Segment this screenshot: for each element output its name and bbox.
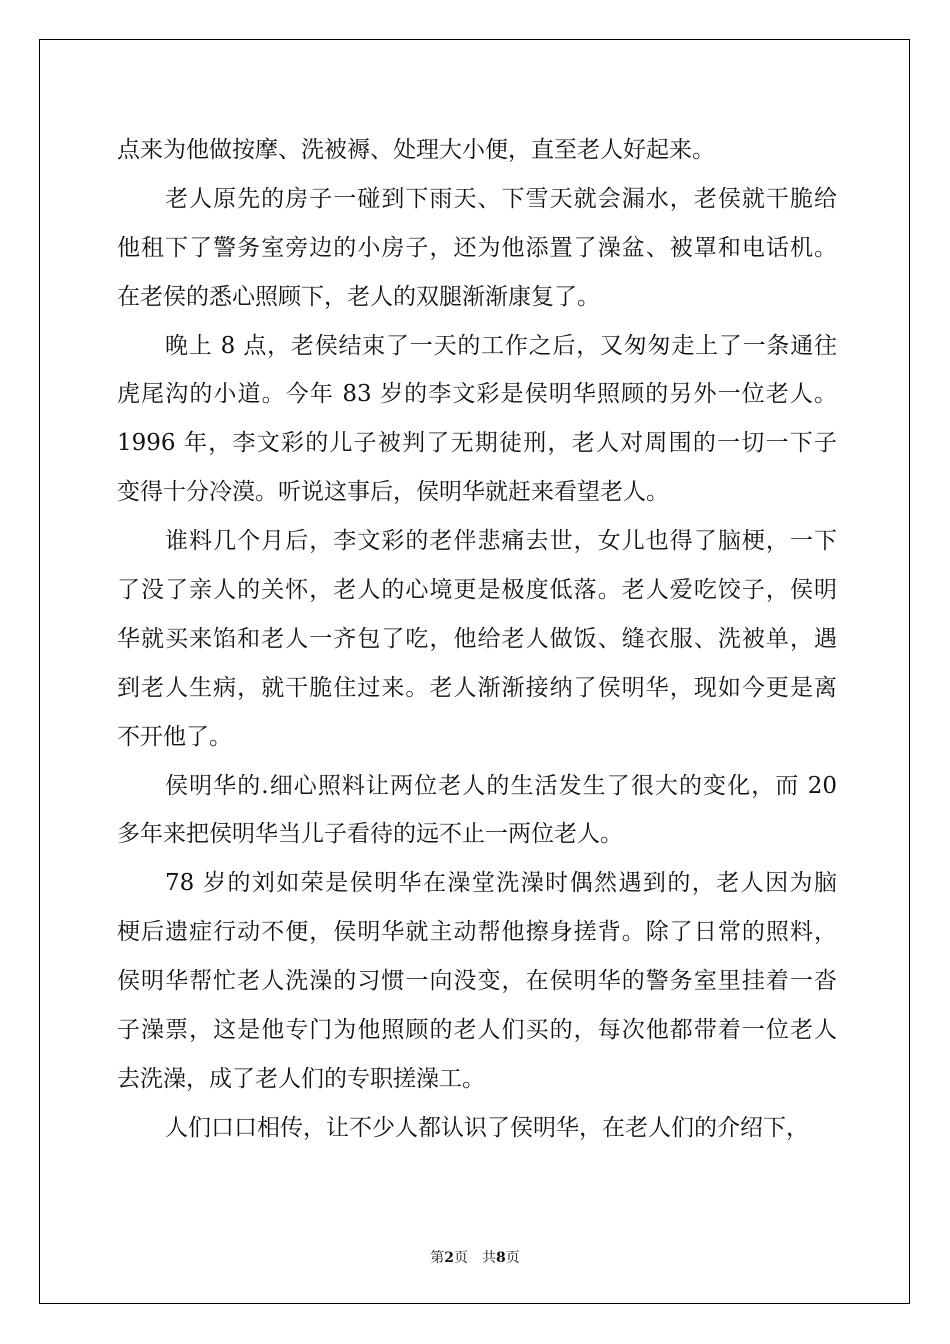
text-line: 梗后遗症行动不便，侯明华就主动帮他擦身搓背。除了日常的照料， <box>117 919 837 946</box>
paragraph <box>117 175 837 322</box>
paragraph <box>117 322 837 518</box>
text-line: 虎尾沟的小道。今年 83 岁的李文彩是侯明华照顾的另外一位老人。 <box>117 381 837 408</box>
text-line: 去洗澡，成了老人们的专职搓澡工。 <box>117 1065 485 1092</box>
text-line: 侯明华帮忙老人洗澡的习惯一向没变，在侯明华的警务室里挂着一沓 <box>117 968 837 995</box>
paragraph <box>117 126 837 175</box>
text-line: 晚上 8 点，老侯结束了一天的工作之后，又匆匆走上了一条通往 <box>165 332 837 359</box>
text-line: 不开他了。 <box>117 723 232 750</box>
footer-total-suffix: 页 <box>505 1250 520 1266</box>
page-footer <box>0 1247 950 1267</box>
text-line: 多年来把侯明华当儿子看待的远不止一两位老人。 <box>117 821 623 848</box>
text-line: 78 岁的刘如荣是侯明华在澡堂洗澡时偶然遇到的，老人因为脑 <box>165 870 837 897</box>
paragraph <box>117 859 837 1103</box>
text-line: 他租下了警务室旁边的小房子，还为他添置了澡盆、被罩和电话机。 <box>117 234 837 261</box>
text-line: 在老侯的悉心照顾下，老人的双腿渐渐康复了。 <box>117 283 600 310</box>
text-line: 了没了亲人的关怀，老人的心境更是极度低落。老人爱吃饺子，侯明 <box>117 577 837 604</box>
text-line: 人们口口相传，让不少人都认识了侯明华，在老人们的介绍下， <box>165 1114 809 1141</box>
document-body <box>117 126 837 1153</box>
footer-total-prefix: 共 <box>482 1250 496 1266</box>
paragraph <box>117 517 837 761</box>
text-line: 1996 年，李文彩的儿子被判了无期徒刑，老人对周围的一切一下子 <box>117 430 837 457</box>
paragraph <box>117 762 837 860</box>
text-line: 子澡票，这是他专门为他照顾的老人们买的，每次他都带着一位老人 <box>117 1017 837 1044</box>
footer-page-prefix: 第 <box>430 1250 445 1266</box>
footer-page-suffix: 页 <box>454 1250 468 1266</box>
text-line: 华就买来馅和老人一齐包了吃，他给老人做饭、缝衣服、洗被单，遇 <box>117 625 837 652</box>
paragraph <box>117 1104 837 1153</box>
text-line: 老人原先的房子一碰到下雨天、下雪天就会漏水，老侯就干脆给 <box>165 185 837 212</box>
footer-current-page: 2 <box>444 1250 454 1266</box>
text-line: 点来为他做按摩、洗被褥、处理大小便，直至老人好起来。 <box>117 137 715 163</box>
footer-total-pages: 8 <box>496 1250 506 1266</box>
text-line: 变得十分冷漠。听说这事后，侯明华就赶来看望老人。 <box>117 479 669 506</box>
text-line: 谁料几个月后，李文彩的老伴悲痛去世，女儿也得了脑梗，一下 <box>165 528 837 555</box>
text-line: 到老人生病，就干脆住过来。老人渐渐接纳了侯明华，现如今更是离 <box>117 674 837 701</box>
text-line: 侯明华的.细心照料让两位老人的生活发生了很大的变化，而 20 <box>165 772 837 799</box>
